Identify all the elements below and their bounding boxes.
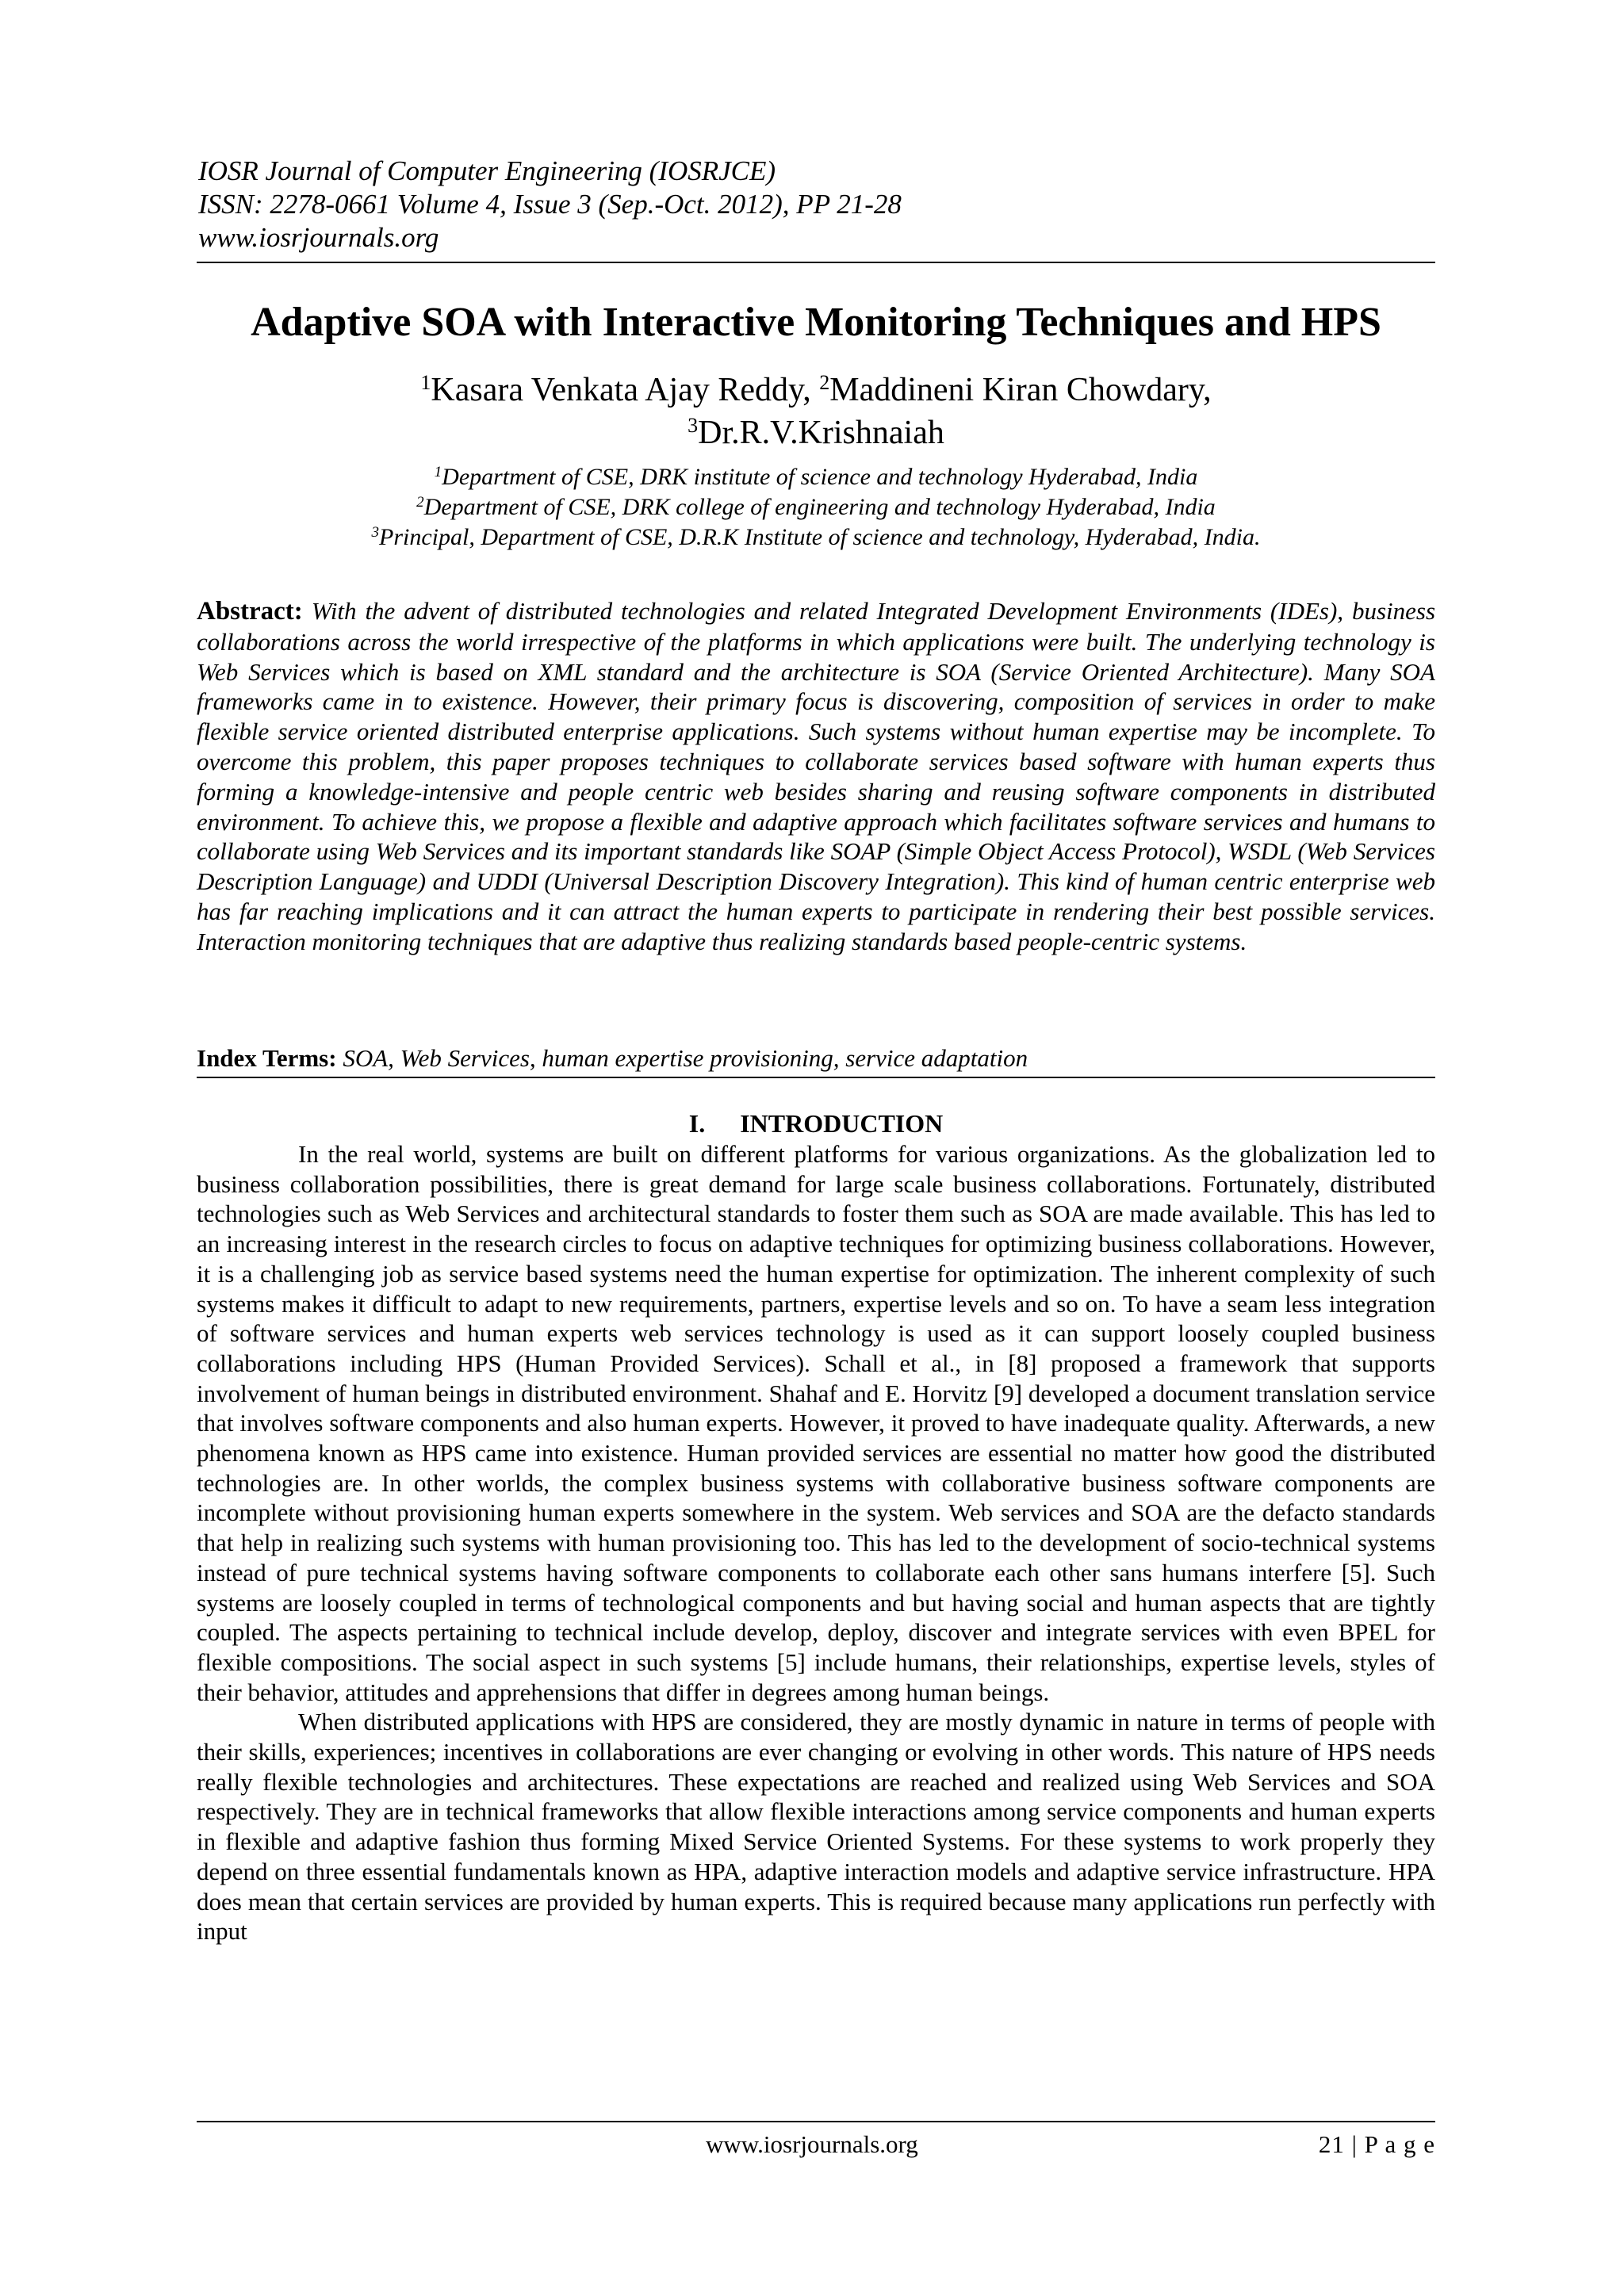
author-name: Dr.R.V.Krishnaiah (698, 415, 944, 451)
body-paragraph: When distributed applications with HPS are considered, they are mostly dynamic in nature in terms of people with their skills, experiences; incentives in collaborations are ever changing or evolving in other words. This nature of HPS needs really flexible technologies and architectures. These expectations are reached and realized using Web Services and SOA respectively. They are in technical frameworks that allow flexible interactions among service components and human experts in flexible and adaptive fashion thus forming Mixed Service Oriented Systems. For these systems to work properly they depend on three essential fundamentals known as HPA, adaptive interaction models and adaptive service infrastructure. HPA does mean that certain services are provided by human experts. This is required because many applications run perfectly with input (197, 1708, 1435, 1946)
footer-divider (197, 2121, 1435, 2122)
journal-issn: ISSN: 2278-0661 Volume 4, Issue 3 (Sep.-Oct. 2012), PP 21-28 (198, 189, 902, 220)
journal-name: IOSR Journal of Computer Engineering (IOSRJCE) (198, 155, 776, 186)
author-line-1 (197, 369, 1435, 411)
footer-url[interactable]: www.iosrjournals.org (706, 2130, 918, 2158)
footer-page-number: 21 | P a g e (1318, 2130, 1435, 2158)
affiliation-number: 2 (416, 494, 424, 511)
affiliation-text: Department of CSE, DRK institute of science and technology Hyderabad, India (442, 464, 1198, 490)
abstract-label: Abstract: (197, 597, 303, 626)
section-number: I. (688, 1109, 706, 1138)
author-number: 3 (688, 414, 699, 437)
header-divider (197, 262, 1435, 263)
affiliation (197, 492, 1435, 522)
section-body (197, 1139, 1435, 1946)
section-title: INTRODUCTION (740, 1109, 944, 1138)
author-name: Kasara Venkata Ajay Reddy, (431, 372, 811, 408)
paper-title: Adaptive SOA with Interactive Monitoring Techniques and HPS (251, 300, 1381, 345)
abstract-text: With the advent of distributed technologies and related Integrated Development Environments (IDEs), business collaborations across the world irrespective of the platforms in which applications were built. The underlying technology is Web Services which is based on XML standard and the architecture is SOA (Service Oriented Architecture). Many SOA frameworks came in to existence. However, their primary focus is discovering, composition of services in order to make flexible service oriented distributed enterprise applications. Such systems without human expertise may be incomplete. To overcome this problem, this paper proposes techniques to collaborate services based software with human experts thus forming a knowledge-intensive and people centric web besides sharing and reusing software components in distributed environment. To achieve this, we propose a flexible and adaptive approach which facilitates software services and humans to collaborate using Web Services and its important standards like SOAP (Simple Object Access Protocol), WSDL (Web Services Description Language) and UDDI (Universal Description Discovery Integration). This kind of human centric enterprise web has far reaching implications and it can attract the human experts to participate in rendering their best possible services. Interaction monitoring techniques that are adaptive thus realizing standards based people-centric systems. (197, 597, 1436, 955)
author-number: 1 (420, 371, 431, 394)
affiliation-list (197, 462, 1435, 553)
affiliation-number: 3 (371, 524, 379, 541)
abstract (197, 596, 1435, 957)
affiliation-text: Department of CSE, DRK college of engineering and technology Hyderabad, India (423, 494, 1216, 520)
section-heading (197, 1108, 1435, 1139)
abstract-divider (197, 1077, 1435, 1078)
author-list (197, 369, 1435, 454)
affiliation (197, 462, 1435, 492)
index-terms-label: Index Terms: (197, 1044, 337, 1072)
body-paragraph: In the real world, systems are built on different platforms for various organizations. As the globalization led to business collaboration possibilities, there is great demand for large scale business collaborations. Fortunately, distributed technologies such as Web Services and architectural standards to foster them such as SOA are made available. This has led to an increasing interest in the research circles to focus on adaptive techniques for optimizing business collaborations. However, it is a challenging job as service based systems need the human expertise for optimization. The inherent complexity of such systems makes it difficult to adapt to new requirements, partners, expertise levels and so on. To have a seam less integration of software services and human experts web services technology is used as it can support loosely coupled business collaborations including HPS (Human Provided Services). Schall et al., in [8] proposed a framework that supports involvement of human beings in distributed environment. Shahaf and E. Horvitz [9] developed a document translation service that involves software components and also human experts. However, it proved to have inadequate quality. Afterwards, a new phenomena known as HPS came into existence. Human provided services are essential no matter how good the distributed technologies are. In other worlds, the complex business systems with collaborative business software components are incomplete without provisioning human experts somewhere in the system. Web services and SOA are the defacto standards that help in realizing such systems with human provisioning too. This has led to the development of socio-technical systems instead of pure technical systems having software components to collaborate each other sans humans interfere [5]. Such systems are loosely coupled in terms of technological components and but having social and human aspects that are tightly coupled. The aspects pertaining to technical include develop, deploy, discover and integrate services with even BPEL for flexible compositions. The social aspect in such systems [5] include humans, their relationships, expertise levels, styles of their behavior, attitudes and apprehensions that differ in degrees among human beings. (197, 1140, 1435, 1706)
affiliation-number: 1 (434, 464, 442, 480)
journal-website[interactable]: www.iosrjournals.org (198, 222, 439, 253)
index-terms (197, 1043, 1435, 1073)
affiliation-text: Principal, Department of CSE, D.R.K Institute of science and technology, Hyderabad, India. (379, 524, 1261, 550)
author-line-2 (197, 411, 1435, 454)
author-name: Maddineni Kiran Chowdary, (829, 372, 1212, 408)
journal-header (198, 155, 1435, 254)
index-terms-text: SOA, Web Services, human expertise provisioning, service adaptation (343, 1044, 1028, 1072)
author-number: 2 (819, 371, 830, 394)
affiliation (197, 522, 1435, 553)
